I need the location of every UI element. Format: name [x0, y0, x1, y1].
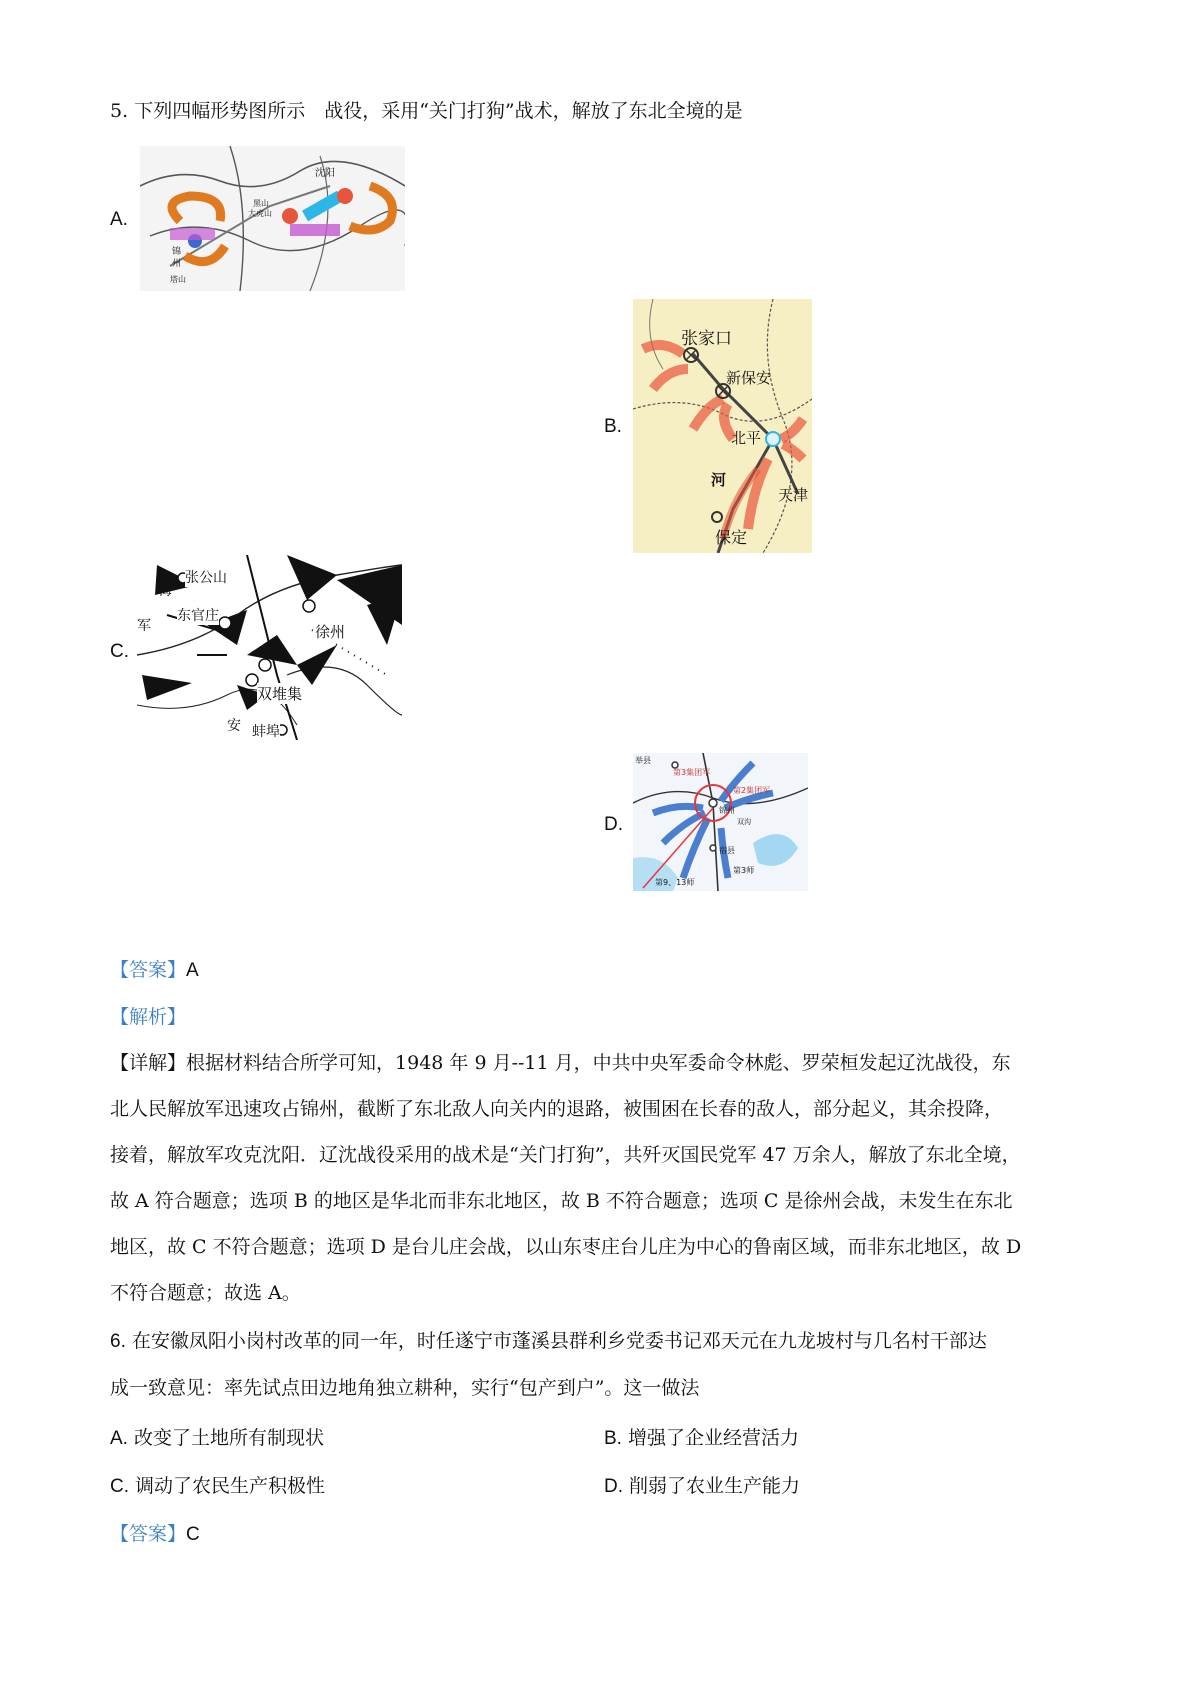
q5-answer — [110, 956, 199, 985]
q5-stem — [110, 97, 743, 125]
map-a-label-dahushan: 大虎山 — [248, 209, 272, 218]
map-d-label-suxian: 宿县 — [719, 846, 735, 855]
q5-detail-line-4: 故 A 符合题意；选项 B 的地区是华北而非东北地区，故 B 不符合题意；选项 C 是徐州会战，未发生在东北 — [110, 1190, 1013, 1212]
map-a-label-jin: 锦 — [172, 247, 182, 257]
q5-analysis-tag: 【解析】 — [110, 1006, 187, 1028]
q6-answer — [110, 1520, 200, 1549]
q5-option-a-map — [140, 146, 405, 291]
map-c-label-xuzhou: 徐州 — [315, 623, 346, 641]
map-c-label-an: 安 — [227, 718, 241, 734]
map-c-label-jun: 军 — [137, 618, 151, 634]
map-a-label-zhou: 州 — [172, 259, 182, 269]
q6-option-c: C. 调动了农民生产积极性 — [110, 1475, 326, 1497]
map-d-label-shuanggou: 双沟 — [737, 818, 751, 826]
q5-answer-value: A — [186, 960, 199, 981]
q5-stem-text: 下列四幅形势图所示 战役，采用“关门打狗”战术，解放了东北全境的是 — [134, 100, 743, 122]
q6-stem-line-2: 成一致意见：率先试点田边地角独立耕种，实行“包产到户”。这一做法 — [110, 1377, 700, 1399]
q5-option-b-map — [633, 299, 812, 553]
q6-stem — [110, 1318, 1095, 1411]
q5-detail-tag: 【详解】 — [110, 1052, 187, 1074]
q6-option-d: D. 削弱了农业生产能力 — [604, 1475, 801, 1497]
q5-option-c-letter: C. — [110, 641, 129, 662]
q5-option-c-map — [137, 555, 402, 740]
map-d-label-2nd-army: 第2集团军 — [733, 786, 771, 795]
q5-option-d-letter: D. — [604, 814, 623, 835]
map-a-label-shenyang: 沈阳 — [315, 168, 335, 179]
q6-number: 6. — [110, 1331, 126, 1352]
q5-detail-line-3: 接着，解放军攻克沈阳．辽沈战役采用的战术是“关门打狗”，共歼灭国民党军 47 万余人，解放了东北全境， — [110, 1144, 1021, 1166]
map-c-label-zhanggongshan: 张公山 — [185, 567, 227, 587]
q5-detail-line-2: 北人民解放军迅速攻占锦州，截断了东北敌人向关内的退路，被围困在长春的敌人，部分起义，其余投降， — [110, 1098, 1004, 1120]
q5-number: 5. — [110, 100, 129, 122]
map-c-label-hai: 海 — [159, 584, 173, 599]
map-c-label-bengbu: 蚌埠 — [252, 721, 280, 740]
map-a-label-heishan: 黑山 — [253, 199, 269, 208]
q6-option-b: B. 增强了企业经营活力 — [604, 1427, 800, 1449]
q5-detail — [110, 1040, 1095, 1316]
map-d-label-jinzhou: 锦州 — [719, 806, 735, 815]
map-c-label-dongguanzhuang: 东官庄 — [177, 605, 219, 625]
map-d-label-3rd-division: 第3师 — [733, 866, 755, 875]
map-b-label-baoding: 保定 — [715, 528, 748, 547]
q6-answer-tag: 【答案】 — [110, 1523, 187, 1545]
map-a-label-tashan: 塔山 — [170, 275, 186, 284]
q6-stem-line-1: 6. 在安徽凤阳小岗村改革的同一年，时任遂宁市蓬溪县群利乡党委书记邓天元在九龙坡村与几名村干部达 — [110, 1330, 987, 1352]
q5-answer-tag: 【答案】 — [110, 959, 187, 981]
q5-detail-line-5: 地区，故 C 不符合题意；选项 D 是台儿庄会战，以山东枣庄台儿庄为中心的鲁南区域，而非东北地区，故 D — [110, 1236, 1022, 1258]
map-d-label-juxian: 举县 — [635, 756, 651, 765]
q5-detail-line-6: 不符合题意；故选 A。 — [110, 1282, 301, 1304]
map-d-label-9-13-division: 第9、13师 — [655, 878, 695, 887]
map-c-label-shuangduiji: 双堆集 — [257, 685, 303, 703]
q6-answer-value: C — [186, 1524, 200, 1545]
map-b-label-he: 河 — [711, 471, 727, 489]
map-d-label-3rd-army: 第3集团军 — [673, 768, 711, 777]
q5-option-a-letter: A. — [110, 209, 128, 230]
map-b-label-beiping: 北平 — [731, 429, 762, 447]
map-b-label-tianjin: 天津 — [778, 486, 809, 504]
q6-option-a: A. 改变了土地所有制现状 — [110, 1427, 325, 1449]
q5-option-d-map — [633, 753, 808, 891]
map-b-label-zhangjiakou: 张家口 — [681, 329, 732, 349]
q5-option-b-letter: B. — [604, 416, 622, 437]
q5-detail-line-1: 【详解】根据材料结合所学可知，1948 年 9 月--11 月，中共中央军委命令林彪、罗荣桓发起辽沈战役，东 — [110, 1052, 1011, 1074]
map-b-label-xinbaoan: 新保安 — [726, 369, 772, 387]
